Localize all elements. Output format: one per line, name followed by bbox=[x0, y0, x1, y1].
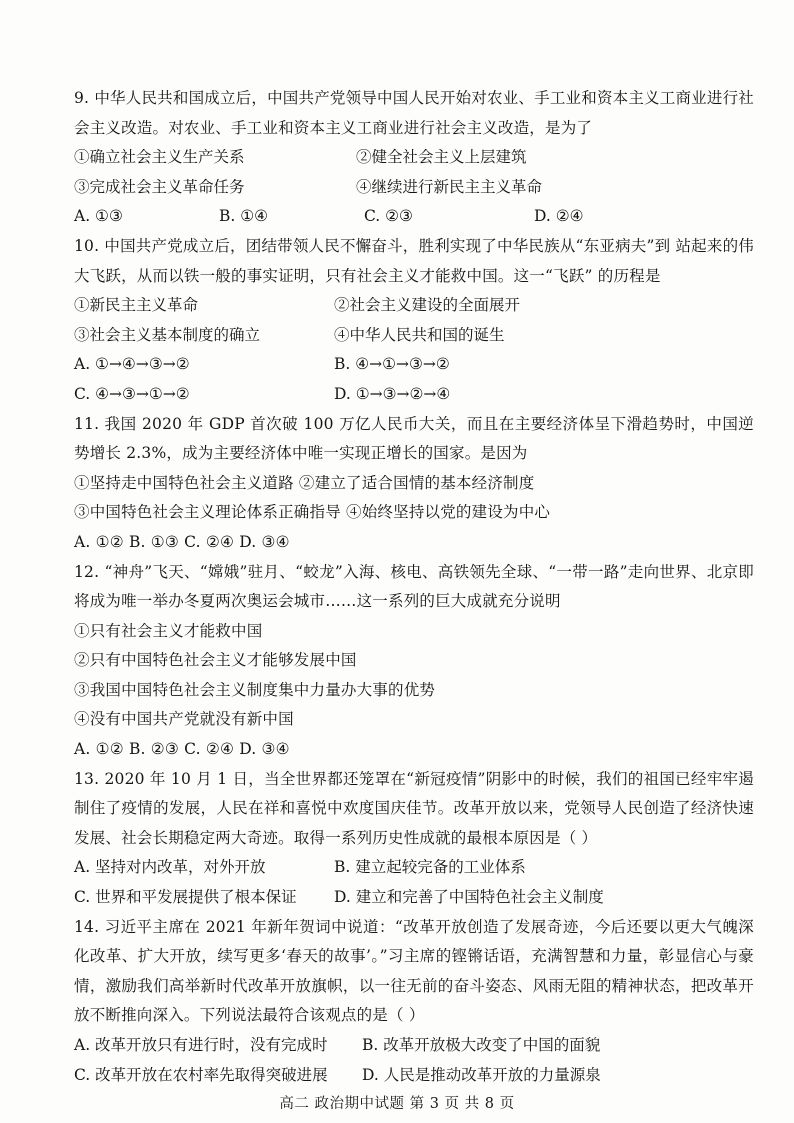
statement-option: ②社会主义建设的全面展开 bbox=[334, 296, 521, 315]
answer-choice-c: C. ②③ bbox=[364, 207, 413, 226]
answer-choice-b: B. ①④ bbox=[219, 207, 269, 226]
statement-option: ③中国特色社会主义理论体系正确指导 ④始终坚持以党的建设为中心 bbox=[74, 503, 551, 522]
statement-option: ③完成社会主义革命任务 bbox=[74, 177, 245, 196]
choice-row bbox=[74, 853, 754, 883]
statement-option: ④继续进行新民主主义革命 bbox=[356, 177, 543, 196]
choice-row: A. ①② B. ②③ C. ②④ D. ③④ bbox=[74, 740, 290, 759]
question-stem: 9. 中华人民共和国成立后，中国共产党领导中国人民开始对农业、手工业和资本主义工商业进行社会主义改造。对农业、手工业和资本主义工商业进行社会主义改造，是为了 bbox=[74, 89, 754, 137]
question-11 bbox=[74, 410, 754, 558]
statement-option: ②健全社会主义上层建筑 bbox=[356, 148, 527, 167]
question-stem: 14. 习近平主席在 2021 年新年贺词中说道：“改革开放创造了发展奇迹，今后还要以更大气魄深化改革、扩大开放，续写更多‘春天的故事’。”习主席的铿锵话语，充满智慧和力量，彰显信心与豪情，激励我们高举新时代改革开放旗帜，以一往无前的奋斗姿态、风雨无阻的精神状态，把改革开放不断推向深入。下列说法最符合该观点的是（ ） bbox=[74, 917, 754, 1025]
choice-row bbox=[74, 1031, 754, 1061]
question-stem: 13. 2020 年 10 月 1 日，当全世界都还笼罩在“新冠疫情”阴影中的时候，我们的祖国已经牢牢遏制住了疫情的发展，人民在祥和喜悦中欢度国庆佳节。改革开放以来，党领导人民创造了经济快速发展、社会长期稳定两大奇迹。取得一系列历史性成就的最根本原因是（ ） bbox=[74, 769, 754, 847]
statement-option: ③社会主义基本制度的确立 bbox=[74, 325, 261, 344]
answer-choice-a: A. 坚持对内改革，对外开放 bbox=[74, 858, 266, 877]
choice-row bbox=[74, 1061, 754, 1091]
answer-choice-c: C. ④→③→①→② bbox=[74, 384, 190, 403]
answer-choice-d: D. 人民是推动改革开放的力量源泉 bbox=[362, 1065, 601, 1084]
option-row bbox=[74, 291, 754, 321]
question-9 bbox=[74, 84, 754, 232]
option-row bbox=[74, 173, 754, 203]
answer-choice-c: C. 世界和平发展提供了根本保证 bbox=[74, 888, 297, 907]
question-13 bbox=[74, 765, 754, 913]
answer-choice-b: B. ④→①→③→② bbox=[334, 355, 450, 374]
question-10 bbox=[74, 232, 754, 410]
statement-option: ③我国中国特色社会主义制度集中力量办大事的优势 bbox=[74, 680, 436, 699]
answer-choice-a: A. ①③ bbox=[74, 207, 123, 226]
option-row bbox=[74, 143, 754, 173]
choice-row bbox=[74, 883, 754, 913]
statement-option: ①确立社会主义生产关系 bbox=[74, 148, 245, 167]
question-12 bbox=[74, 558, 754, 765]
statement-option: ④中华人民共和国的诞生 bbox=[334, 325, 505, 344]
statement-option: ②只有中国特色社会主义才能够发展中国 bbox=[74, 651, 357, 670]
page-footer: 高二 政治期中试题 第 3 页 共 8 页 bbox=[279, 1096, 515, 1112]
answer-choice-c: C. 改革开放在农村率先取得突破进展 bbox=[74, 1065, 328, 1084]
choice-row bbox=[74, 380, 754, 410]
choice-row bbox=[74, 350, 754, 380]
statement-option: ①坚持走中国特色社会主义道路 ②建立了适合国情的基本经济制度 bbox=[74, 473, 535, 492]
answer-choice-b: B. 建立起较完备的工业体系 bbox=[334, 858, 526, 877]
answer-choice-a: A. 改革开放只有进行时，没有完成时 bbox=[74, 1036, 328, 1054]
question-stem: 10. 中国共产党成立后，团结带领人民不懈奋斗，胜利实现了中华民族从“东亚病夫”到 站起来的伟大飞跃，从而以铁一般的事实证明，只有社会主义才能救中国。这一“飞跃” 的历程是 bbox=[74, 236, 754, 285]
question-stem: 12. “神舟”飞天、“嫦娥”驻月、“蛟龙”入海、核电、高铁领先全球、“一带一路”走向世界、北京即将成为唯一举办冬夏两次奥运会城市……这一系列的巨大成就充分说明 bbox=[74, 562, 754, 611]
choice-row: A. ①② B. ①③ C. ②④ D. ③④ bbox=[74, 532, 290, 551]
choice-row bbox=[74, 202, 754, 232]
statement-option: ④没有中国共产党就没有新中国 bbox=[74, 710, 294, 729]
answer-choice-b: B. 改革开放极大改变了中国的面貌 bbox=[362, 1036, 601, 1054]
statement-option: ①只有社会主义才能救中国 bbox=[74, 621, 263, 640]
answer-choice-d: D. ②④ bbox=[534, 207, 584, 226]
option-row bbox=[74, 321, 754, 351]
answer-choice-d: D. ①→③→②→④ bbox=[334, 384, 451, 403]
question-stem: 11. 我国 2020 年 GDP 首次破 100 万亿人民币大关，而且在主要经济体呈下滑趋势时，中国逆势增长 2.3%，成为主要经济体中唯一实现正增长的国家。是因为 bbox=[74, 414, 754, 463]
answer-choice-a: A. ①→④→③→② bbox=[74, 355, 190, 374]
statement-option: ①新民主主义革命 bbox=[74, 296, 199, 315]
answer-choice-d: D. 建立和完善了中国特色社会主义制度 bbox=[334, 888, 604, 907]
question-14 bbox=[74, 913, 754, 1091]
